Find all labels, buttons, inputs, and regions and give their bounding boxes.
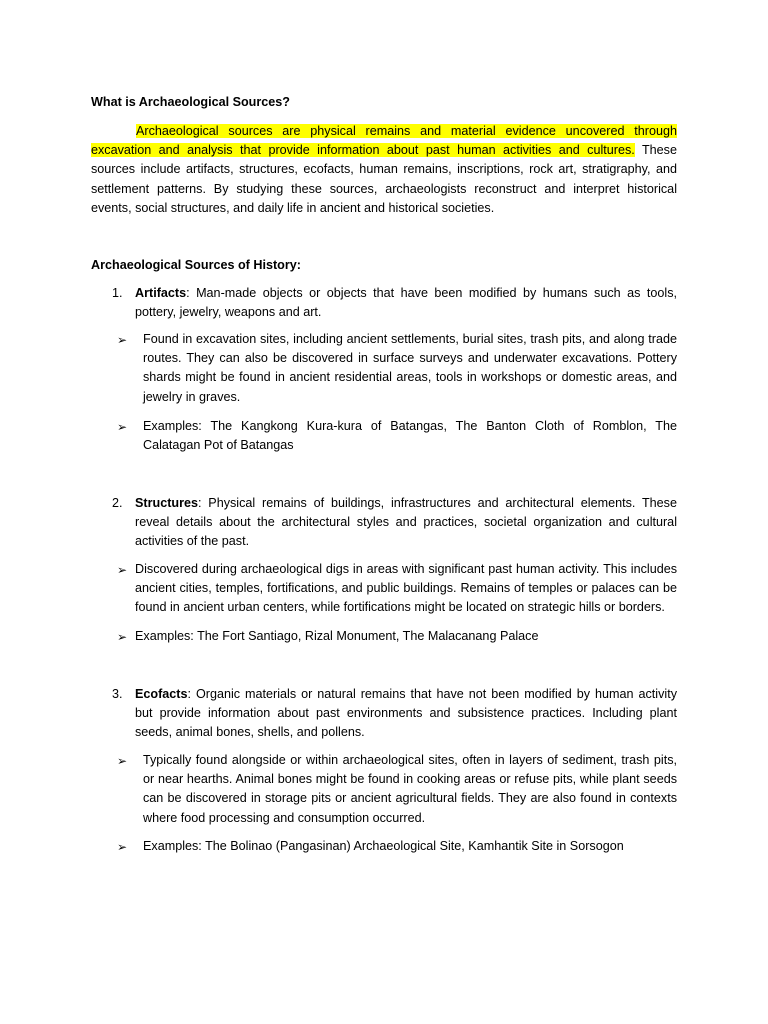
item-term: Ecofacts [135, 687, 188, 701]
item-ecofacts-examples: Examples: The Bolinao (Pangasinan) Archaeological Site, Kamhantik Site in Sorsogon [143, 839, 624, 853]
intro-text: These sources include artifacts, structures, ecofacts, human remains, inscriptions, rock art, stratigraphy, and settlement patterns. By studying these sources, archaeologists reconstruct and interpret historical events, social structures, and daily life in ancient and historical societies. [91, 143, 677, 215]
item-ecofacts-definition [135, 685, 677, 743]
arrow-bullet-icon: ➢ [117, 563, 128, 577]
item-term: Structures [135, 496, 198, 510]
item-artifacts-examples: Examples: The Kangkong Kura-kura of Batangas, The Banton Cloth of Romblon, The Calatagan Pot of Batangas [143, 419, 677, 453]
arrow-bullet-icon: ➢ [117, 840, 128, 854]
item-structures-definition [135, 494, 677, 552]
arrow-bullet-icon: ➢ [117, 333, 128, 347]
intro-paragraph [91, 122, 677, 218]
arrow-bullet-icon: ➢ [117, 754, 128, 768]
item-definition: : Physical remains of buildings, infrastructures and architectural elements. These reveal details about the architectural styles and practices, societal organization and cultural activities of the past. [135, 496, 677, 549]
arrow-bullet-icon: ➢ [117, 630, 128, 644]
item-artifacts-location: Found in excavation sites, including ancient settlements, burial sites, trash pits, and along trade routes. They can also be discovered in surface surveys and underwater excavations. Pottery shards might be found in ancient residential areas, tools in workshops or domestic areas, and jewelry in graves. [143, 332, 677, 404]
item-structures-location: Discovered during archaeological digs in areas with significant past human activity. This includes ancient cities, temples, fortifications, and public buildings. Remains of temples or palaces can be found in ancient urban centers, while fortifications might be located on strategic hills or borders. [135, 562, 677, 615]
item-number: 3. [112, 687, 123, 701]
arrow-bullet-icon: ➢ [117, 420, 128, 434]
item-ecofacts-location: Typically found alongside or within archaeological sites, often in layers of sediment, trash pits, or near hearths. Animal bones might be found in cooking areas or refuse pits, while plant seeds can be discovered in storage pits or ancient agricultural fields. They are also found in contexts where food processing and consumption occurred. [143, 753, 677, 825]
item-term: Artifacts [135, 286, 187, 300]
item-number: 2. [112, 496, 123, 510]
intro-highlighted-text: Archaeological sources are physical remains and material evidence uncovered through excavation and analysis that provide information about past human activities and cultures. [91, 124, 677, 158]
item-number: 1. [112, 286, 123, 300]
item-definition: : Man-made objects or objects that have been modified by humans such as tools, pottery, jewelry, weapons and art. [135, 286, 677, 320]
section-heading: Archaeological Sources of History: [91, 258, 301, 272]
item-structures-examples: Examples: The Fort Santiago, Rizal Monument, The Malacanang Palace [135, 629, 539, 643]
item-definition: : Organic materials or natural remains that have not been modified by human activity but provide information about past environments and subsistence practices. Including plant seeds, animal bones, shells, and pollens. [135, 687, 677, 740]
page-title: What is Archaeological Sources? [91, 95, 290, 109]
item-artifacts-definition [135, 284, 677, 322]
